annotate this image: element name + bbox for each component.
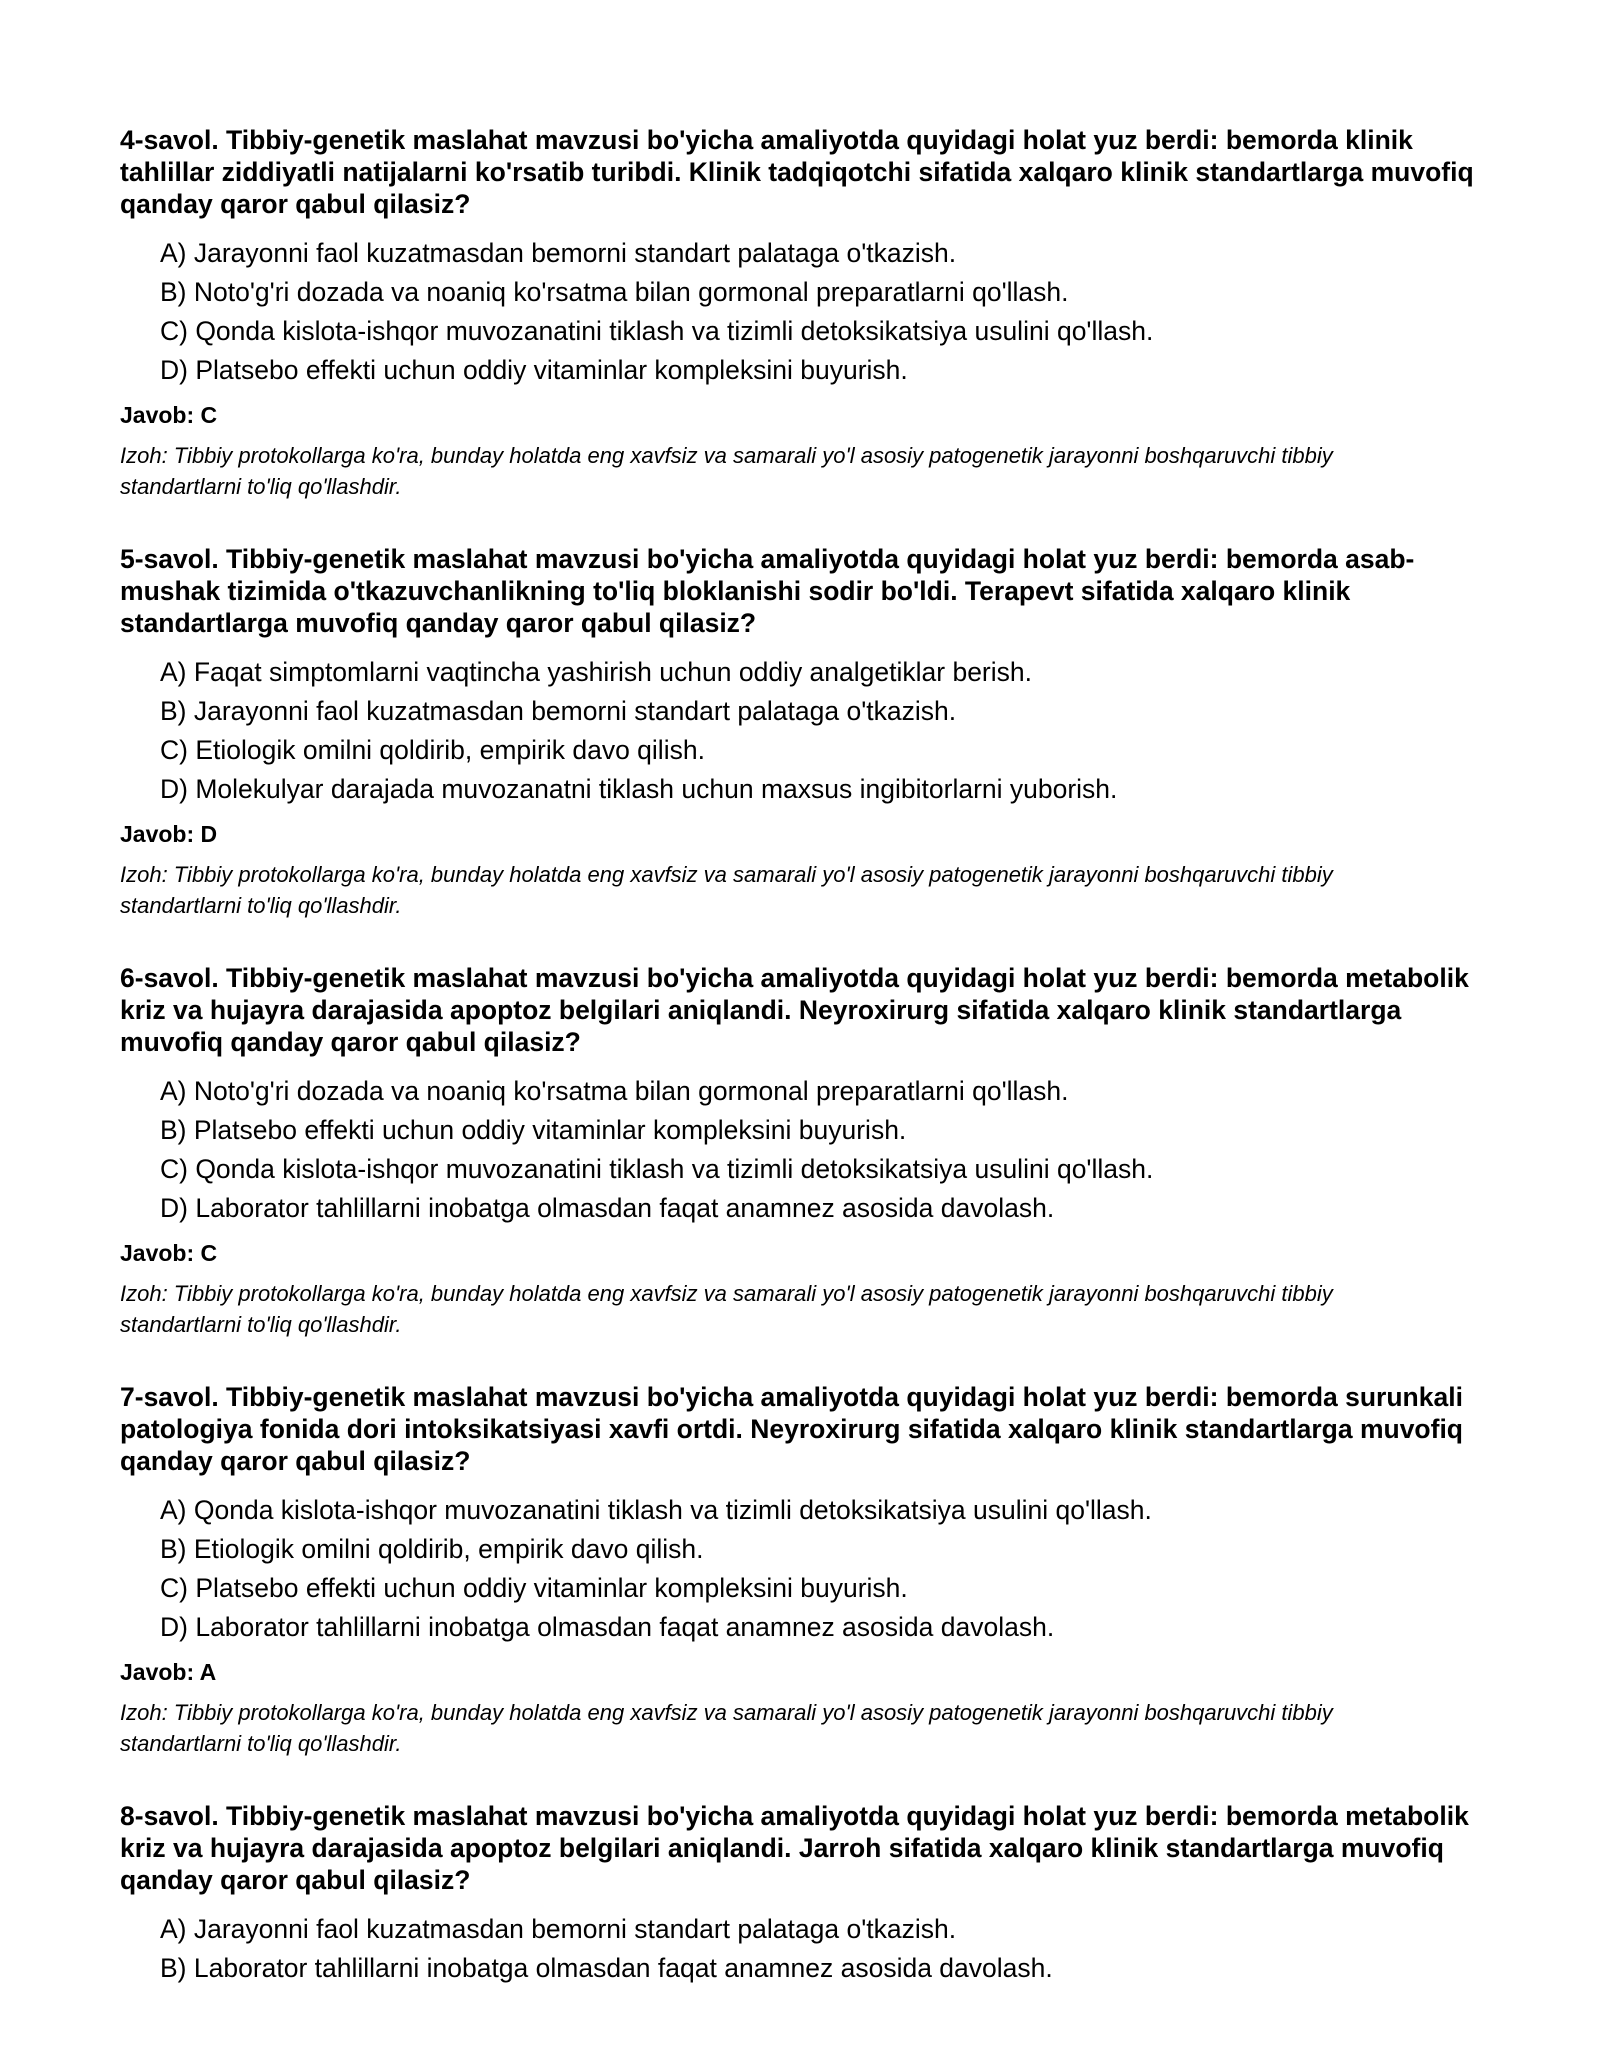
option-a: A) Faqat simptomlarni vaqtincha yashirish uchun oddiy analgetiklar berish. [160, 657, 1032, 687]
options-list [120, 1910, 1480, 1988]
explanation-text: Izoh: Tibbiy protokollarga ko'ra, bunday holatda eng xavfsiz va samarali yo'l asosiy patogenetik jarayonni boshqaruvchi tibbiy standartlarni to'liq qo'llashdir. [120, 1700, 1333, 1756]
option-b: B) Laborator tahlillarni inobatga olmasdan faqat anamnez asosida davolash. [160, 1953, 1053, 1983]
options-list [120, 234, 1480, 390]
option-a: A) Noto'g'ri dozada va noaniq ko'rsatma bilan gormonal preparatlarni qo'llash. [160, 1076, 1069, 1106]
answer-label: Javob: C [120, 402, 218, 428]
question-block [120, 543, 1480, 921]
question-text: 4-savol. Tibbiy-genetik maslahat mavzusi bo'yicha amaliyotda quyidagi holat yuz berdi: bemorda klinik tahlillar ziddiyatli natijalarni ko'rsatib turibdi. Klinik tadqiqotchi sifatida xalqaro klinik standartlarga muvofiq qanday qaror qabul qilasiz? [120, 125, 1474, 219]
option-c: C) Qonda kislota-ishqor muvozanatini tiklash va tizimli detoksikatsiya usulini qo'llash. [160, 1154, 1154, 1184]
question-block [120, 1800, 1480, 1988]
option-d: D) Molekulyar darajada muvozanatni tiklash uchun maxsus ingibitorlarni yuborish. [160, 774, 1118, 804]
question-text: 8-savol. Tibbiy-genetik maslahat mavzusi bo'yicha amaliyotda quyidagi holat yuz berdi: bemorda metabolik kriz va hujayra darajasida apoptoz belgilari aniqlandi. Jarroh sifatida xalqaro klinik standartlarga muvofiq qanday qaror qabul qilasiz? [120, 1801, 1469, 1895]
option-d: D) Platsebo effekti uchun oddiy vitaminlar kompleksini buyurish. [160, 355, 908, 385]
options-list [120, 653, 1480, 809]
question-text: 6-savol. Tibbiy-genetik maslahat mavzusi bo'yicha amaliyotda quyidagi holat yuz berdi: bemorda metabolik kriz va hujayra darajasida apoptoz belgilari aniqlandi. Neyroxirurg sifatida xalqaro klinik standartlarga muvofiq qanday qaror qabul qilasiz? [120, 963, 1469, 1057]
option-d: D) Laborator tahlillarni inobatga olmasdan faqat anamnez asosida davolash. [160, 1193, 1055, 1223]
question-block [120, 124, 1480, 502]
answer-label: Javob: C [120, 1240, 218, 1266]
option-b: B) Etiologik omilni qoldirib, empirik davo qilish. [160, 1534, 704, 1564]
option-c: C) Qonda kislota-ishqor muvozanatini tiklash va tizimli detoksikatsiya usulini qo'llash. [160, 316, 1154, 346]
option-a: A) Jarayonni faol kuzatmasdan bemorni standart palataga o'tkazish. [160, 1914, 957, 1944]
explanation-text: Izoh: Tibbiy protokollarga ko'ra, bunday holatda eng xavfsiz va samarali yo'l asosiy patogenetik jarayonni boshqaruvchi tibbiy standartlarni to'liq qo'llashdir. [120, 443, 1333, 499]
explanation-text: Izoh: Tibbiy protokollarga ko'ra, bunday holatda eng xavfsiz va samarali yo'l asosiy patogenetik jarayonni boshqaruvchi tibbiy standartlarni to'liq qo'llashdir. [120, 1281, 1333, 1337]
option-d: D) Laborator tahlillarni inobatga olmasdan faqat anamnez asosida davolash. [160, 1612, 1055, 1642]
option-b: B) Platsebo effekti uchun oddiy vitaminlar kompleksini buyurish. [160, 1115, 907, 1145]
explanation-text: Izoh: Tibbiy protokollarga ko'ra, bunday holatda eng xavfsiz va samarali yo'l asosiy patogenetik jarayonni boshqaruvchi tibbiy standartlarni to'liq qo'llashdir. [120, 862, 1333, 918]
question-block [120, 962, 1480, 1340]
option-a: A) Jarayonni faol kuzatmasdan bemorni standart palataga o'tkazish. [160, 238, 957, 268]
option-b: B) Noto'g'ri dozada va noaniq ko'rsatma bilan gormonal preparatlarni qo'llash. [160, 277, 1069, 307]
question-block [120, 1381, 1480, 1759]
answer-label: Javob: D [120, 821, 218, 847]
option-b: B) Jarayonni faol kuzatmasdan bemorni standart palataga o'tkazish. [160, 696, 957, 726]
question-text: 5-savol. Tibbiy-genetik maslahat mavzusi bo'yicha amaliyotda quyidagi holat yuz berdi: bemorda asab-mushak tizimida o'tkazuvchanlikning to'liq bloklanishi sodir bo'ldi. Terapevt sifatida xalqaro klinik standartlarga muvofiq qanday qaror qabul qilasiz? [120, 544, 1415, 638]
option-c: C) Platsebo effekti uchun oddiy vitaminlar kompleksini buyurish. [160, 1573, 908, 1603]
options-list [120, 1491, 1480, 1647]
options-list [120, 1072, 1480, 1228]
answer-label: Javob: A [120, 1659, 217, 1685]
option-a: A) Qonda kislota-ishqor muvozanatini tiklash va tizimli detoksikatsiya usulini qo'llash. [160, 1495, 1152, 1525]
question-text: 7-savol. Tibbiy-genetik maslahat mavzusi bo'yicha amaliyotda quyidagi holat yuz berdi: bemorda surunkali patologiya fonida dori intoksikatsiyasi xavfi ortdi. Neyroxirurg sifatida xalqaro klinik standartlarga muvofiq qanday qaror qabul qilasiz? [120, 1382, 1463, 1476]
option-c: C) Etiologik omilni qoldirib, empirik davo qilish. [160, 735, 705, 765]
